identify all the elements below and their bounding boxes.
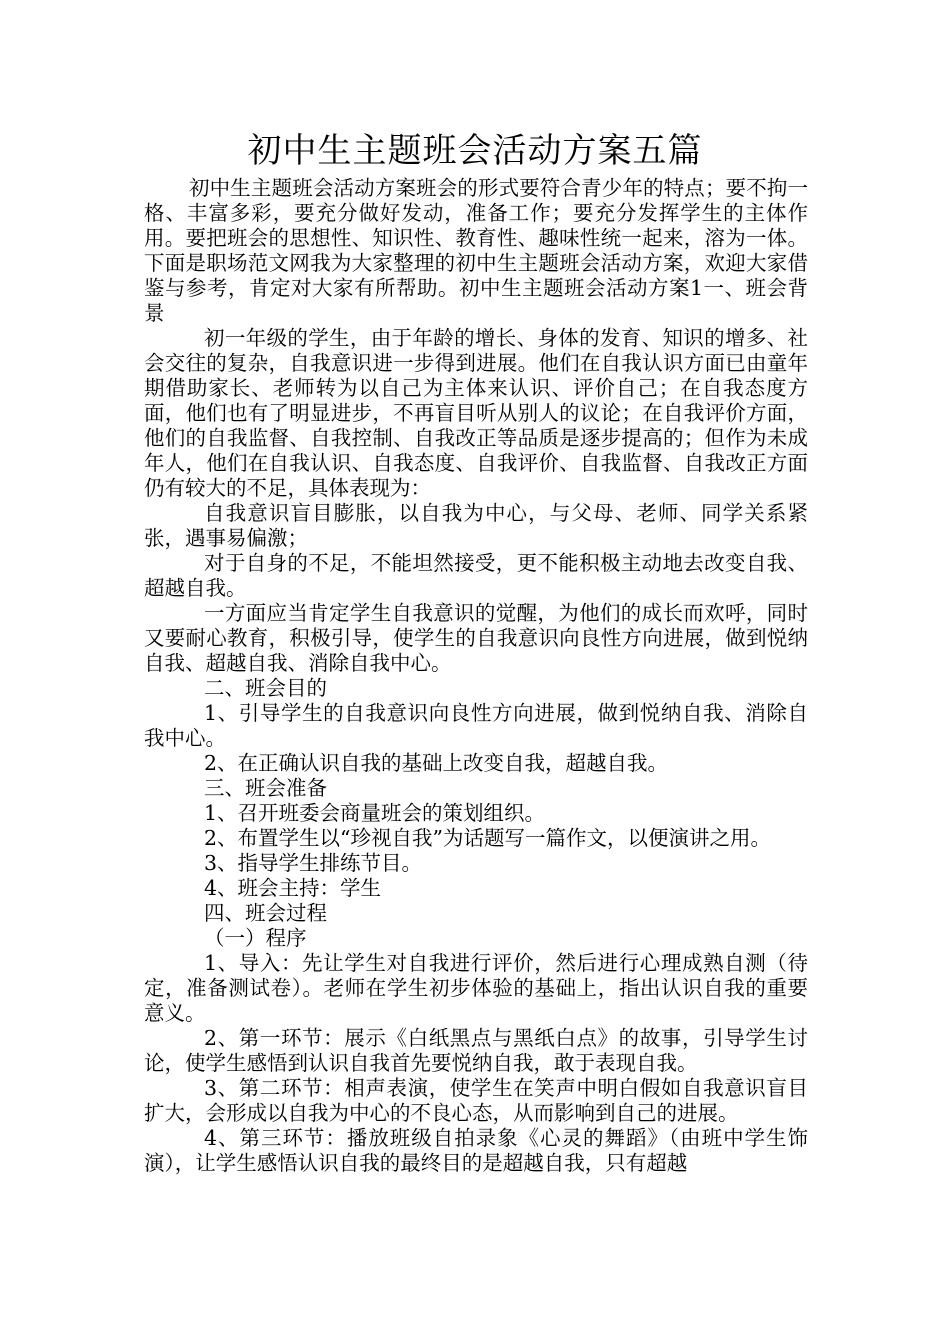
intro-paragraph: 初中生主题班会活动方案班会的形式要符合青少年的特点；要不拘一格、丰富多彩，要充分做好发动，准备工作；要充分发挥学生的主体作用。要把班会的思想性、知识性、教育性、趣味性统一起来，溶为一体。下面是职场范文网我为大家整理的初中生主题班会活动方案，欢迎大家借鉴与参考，肯定对大家有所帮助。初中生主题班会活动方案1一、班会背景 xyxy=(144,176,808,325)
background-point-1: 自我意识盲目膨胀，以自我为中心，与父母、老师、同学关系紧张，遇事易偏激； xyxy=(144,501,808,550)
section-heading-preparation: 三、班会准备 xyxy=(204,776,327,800)
document-title: 初中生主题班会活动方案五篇 xyxy=(247,131,703,171)
procedure-step-3: 3、第二环节：相声表演，使学生在笑声中明白假如自我意识盲目扩大，会形成以自我为中心的不良心态，从而影响到自己的进展。 xyxy=(144,1076,808,1125)
section-heading-process: 四、班会过程 xyxy=(204,901,327,925)
preparation-item-1: 1、召开班委会商量班会的策划组织。 xyxy=(204,801,546,825)
procedure-step-1: 1、导入：先让学生对自我进行评价，然后进行心理成熟自测（待定，准备测试卷）。老师在学生初步体验的基础上，指出认识自我的重要意义。 xyxy=(144,951,808,1025)
purpose-item-2: 2、在正确认识自我的基础上改变自我，超越自我。 xyxy=(204,751,669,775)
preparation-item-3: 3、指导学生排练节目。 xyxy=(204,851,423,875)
subsection-heading-procedure: （一）程序 xyxy=(204,926,307,950)
procedure-step-4: 4、第三环节：播放班级自拍录象《心灵的舞蹈》（由班中学生饰演），让学生感悟认识自我的最终目的是超越自我，只有超越 xyxy=(144,1126,808,1175)
section-heading-purpose: 二、班会目的 xyxy=(204,676,327,700)
background-paragraph: 初一年级的学生，由于年龄的增长、身体的发育、知识的增多、社会交往的复杂，自我意识进一步得到进展。他们在自我认识方面已由童年期借助家长、老师转为以自己为主体来认识、评价自己；在自我态度方面，他们也有了明显进步，不再盲目听从别人的议论；在自我评价方面，他们的自我监督、自我控制、自我改正等品质是逐步提高的；但作为未成年人，他们在自我认识、自我态度、自我评价、自我监督、自我改正方面仍有较大的不足，具体表现为： xyxy=(144,326,808,500)
preparation-item-4: 4、班会主持：学生 xyxy=(204,876,382,900)
preparation-item-2: 2、布置学生以“珍视自我”为话题写一篇作文，以便演讲之用。 xyxy=(204,826,772,850)
document-body xyxy=(144,176,808,1176)
background-conclusion: 一方面应当肯定学生自我意识的觉醒，为他们的成长而欢呼，同时又要耐心教育，积极引导，使学生的自我意识向良性方向进展，做到悦纳自我、超越自我、消除自我中心。 xyxy=(144,601,808,675)
background-point-2: 对于自身的不足，不能坦然接受，更不能积极主动地去改变自我、超越自我。 xyxy=(144,551,808,600)
procedure-step-2: 2、第一环节：展示《白纸黑点与黑纸白点》的故事，引导学生讨论，使学生感悟到认识自我首先要悦纳自我，敢于表现自我。 xyxy=(144,1026,808,1075)
purpose-item-1: 1、引导学生的自我意识向良性方向进展，做到悦纳自我、消除自我中心。 xyxy=(144,701,808,750)
